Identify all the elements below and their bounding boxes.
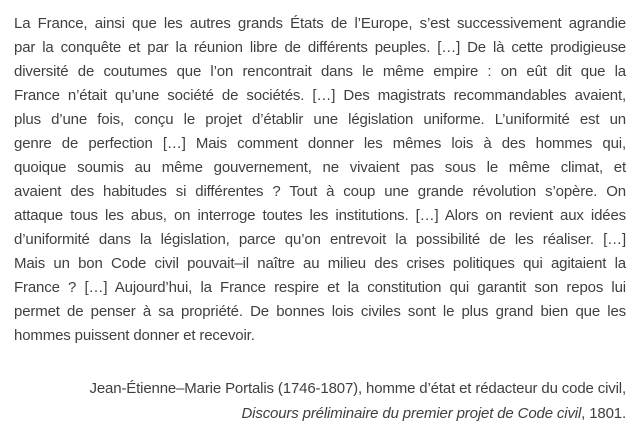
work-year: , 1801. xyxy=(581,405,626,422)
quote-line-last: hommes puissent donner et recevoir. xyxy=(14,327,255,344)
quote-line: permet de penser à sa propriété. De bonnes lois civiles sont le plus grand bien que les xyxy=(14,303,626,320)
quote-line: attaque tous les abus, on interroge toutes les institutions. […] Alors on revient aux idées xyxy=(14,207,626,224)
quote-line: France n’était qu’une société de sociétés. […] Des magistrats recommandables avaient, xyxy=(14,87,626,104)
quote-line: plus d’une fois, conçu le projet d’établir une législation uniforme. L’uniformité est un xyxy=(14,111,626,128)
attribution xyxy=(14,376,626,426)
quote-line: d’uniformité dans la législation, parce qu’on entrevoit la possibilité de les réaliser. […] xyxy=(14,231,626,248)
quote-line: diversité de coutumes que l’on rencontrait dans le même empire : on eût dit que la xyxy=(14,63,626,80)
work-title: Discours préliminaire du premier projet de Code civil xyxy=(241,405,582,422)
quote-line: genre de perfection […] Mais comment donner les mêmes lois à des hommes qui, xyxy=(14,135,626,152)
attribution-author: Jean-Étienne–Marie Portalis (1746-1807), homme d’état et rédacteur du code civil, xyxy=(89,380,626,397)
quote-line: par la conquête et par la réunion libre de différents peuples. […] De là cette prodigieuse xyxy=(14,39,626,56)
quote-line: quoique soumis au même gouvernement, ne vivaient pas sous le même climat, et xyxy=(14,159,626,176)
quote-paragraph xyxy=(14,12,626,348)
quote-line: La France, ainsi que les autres grands États de l’Europe, s’est successivement agrandie xyxy=(14,15,626,32)
quote-line: Mais un bon Code civil pouvait–il naître au milieu des crises politiques qui agitaient la xyxy=(14,255,626,272)
quote-line: France ? […] Aujourd’hui, la France respire et la constitution qui garantit son repos lui xyxy=(14,279,626,296)
attribution-work xyxy=(14,401,626,426)
quote-line: avaient des habitudes si différentes ? Tout à coup une grande révolution s’opère. On xyxy=(14,183,626,200)
